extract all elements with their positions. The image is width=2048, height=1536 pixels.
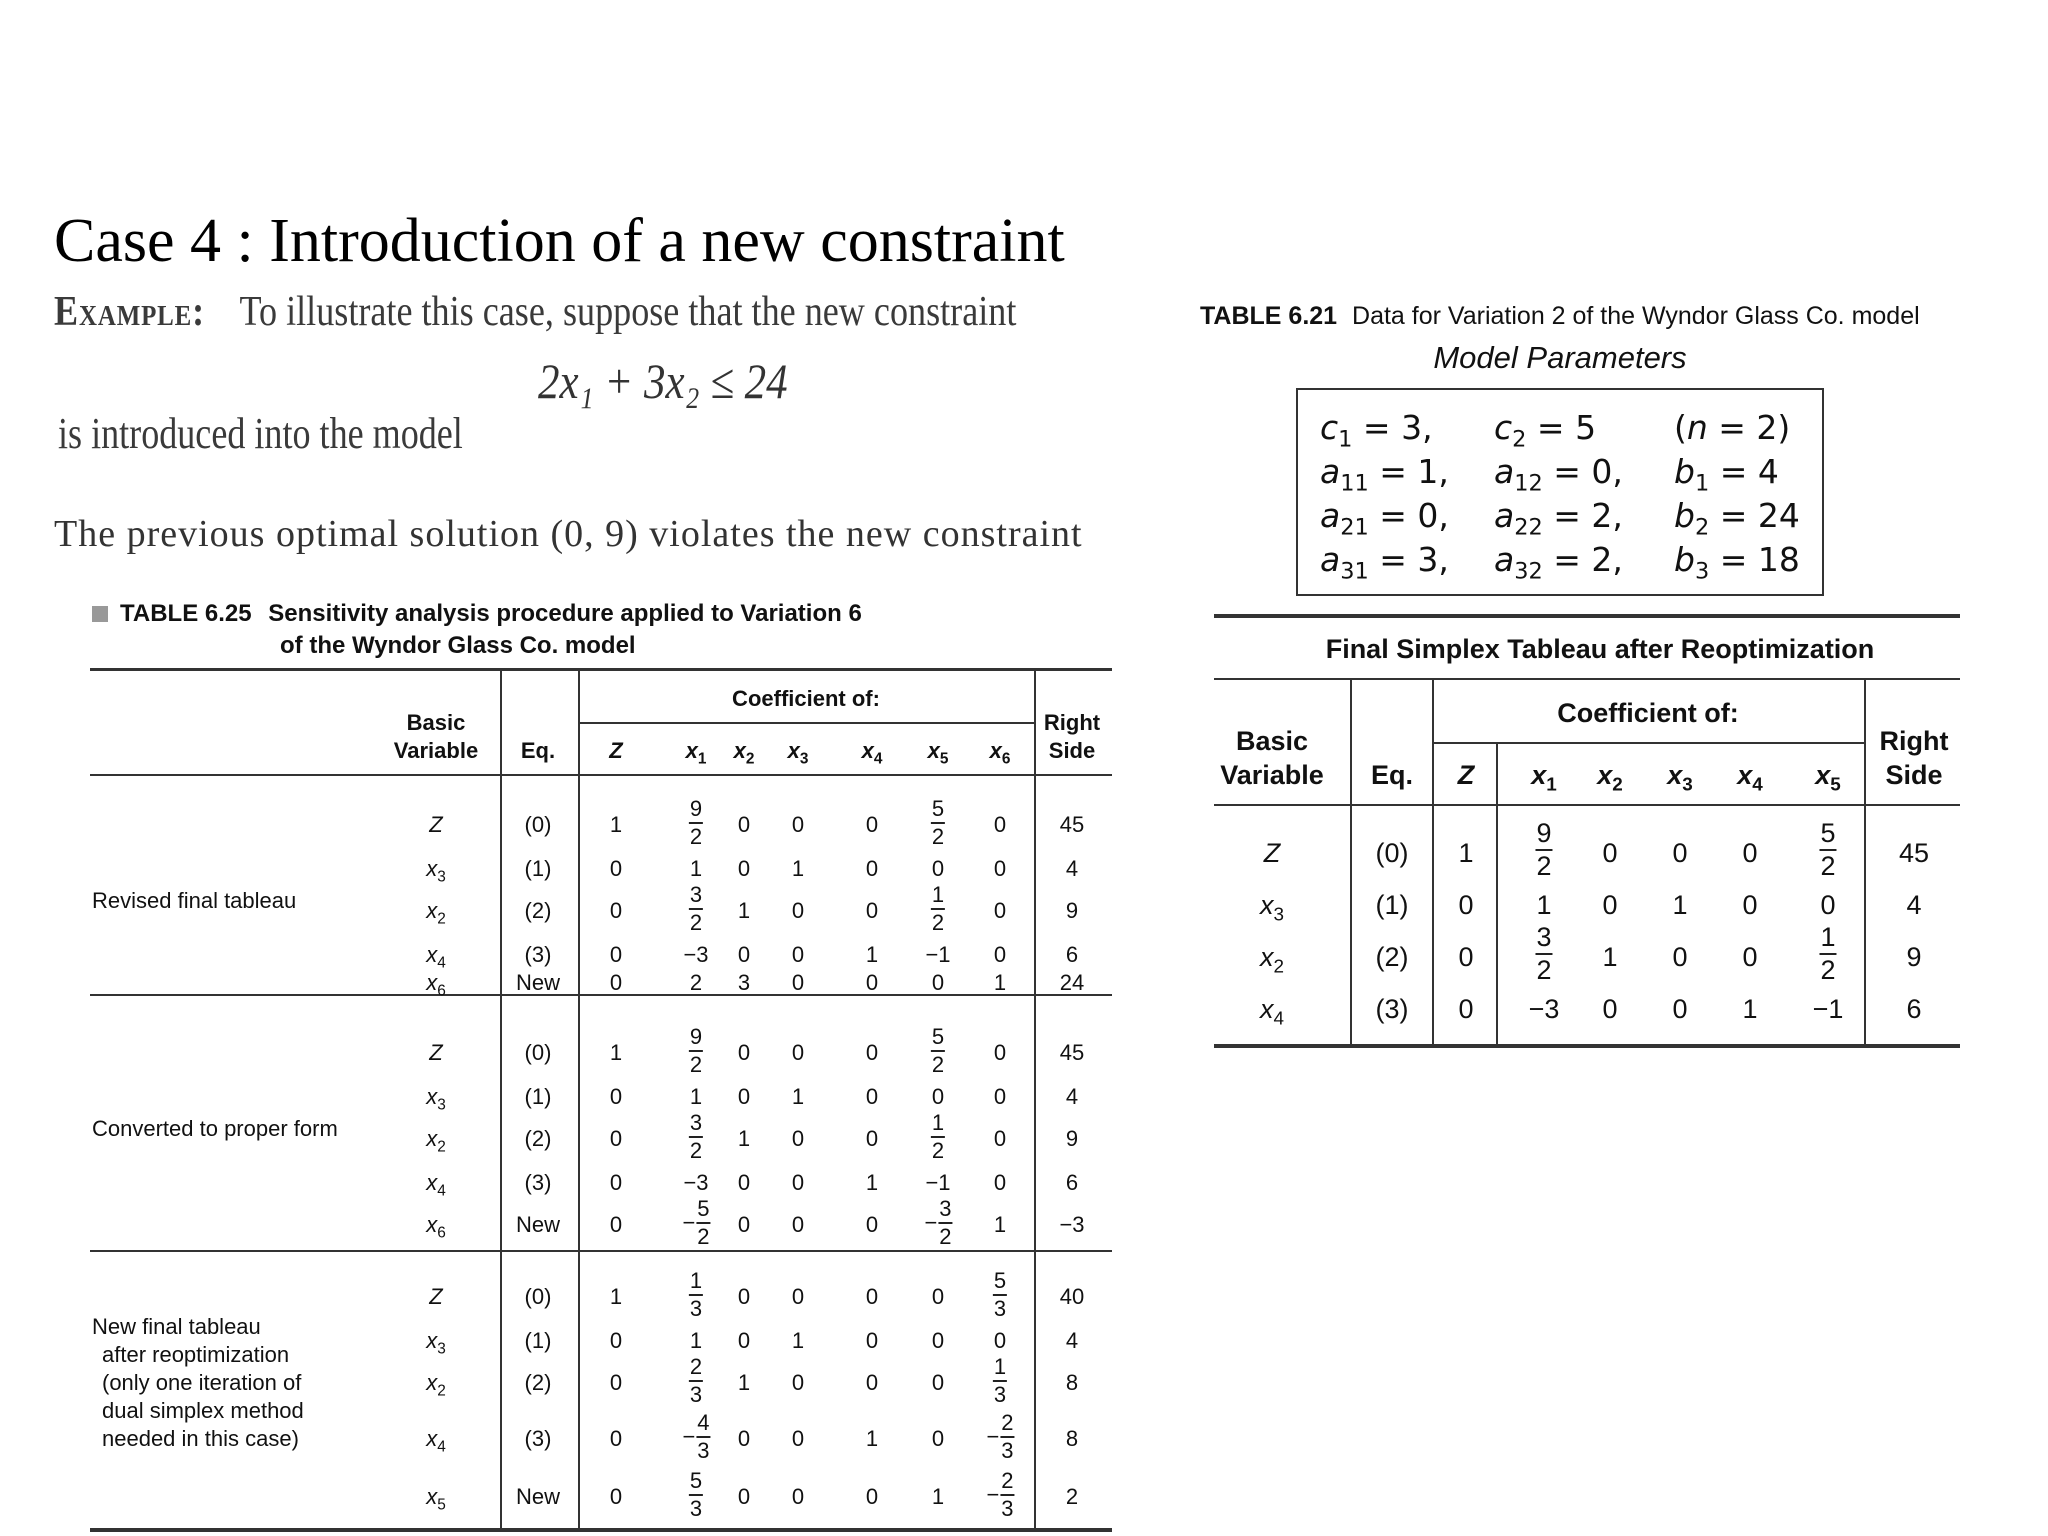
tableau-cell: 1: [791, 1084, 805, 1109]
tableau-cell: − $\frac{4}{3}$: [682, 1410, 710, 1463]
table621-divider-z: [1496, 742, 1498, 1044]
example-keyword: Example:: [54, 289, 206, 335]
slide-title: Case 4 : Introduction of a new constraint: [54, 207, 1065, 275]
tableau-cell: 0: [865, 1084, 879, 1109]
tableau-cell: 0: [737, 1426, 751, 1451]
tableau-cell: 0: [1602, 838, 1618, 868]
tableau-cell: $\frac{3}{2}$: [1536, 922, 1552, 985]
tableau-cell: $\frac{1}{3}$: [689, 1268, 703, 1321]
tableau-cell: 0: [865, 898, 879, 923]
model-parameter: $b_3 = 18$: [1674, 540, 1800, 585]
row-eq: (0): [524, 812, 552, 837]
tableau-cell: 0: [1672, 994, 1688, 1024]
tableau-cell: −3: [1528, 994, 1560, 1024]
tableau-cell: − $\frac{2}{3}$: [986, 1468, 1014, 1521]
tableau-cell: 1: [737, 1126, 751, 1151]
tableau-cell: 0: [737, 812, 751, 837]
model-parameter: $a_{21} = 0$,: [1320, 496, 1449, 541]
tableau-cell: 0: [609, 970, 623, 995]
tableau-cell: 0: [993, 1126, 1007, 1151]
tableau-cell: 1: [1458, 838, 1474, 868]
row-eq: (1): [1375, 890, 1409, 920]
row-eq: New: [515, 1484, 561, 1509]
model-parameter: $a_{22} = 2$,: [1494, 496, 1623, 541]
row-rhs: 24: [1059, 970, 1085, 995]
row-eq: (0): [1375, 838, 1409, 868]
tableau-cell: 0: [931, 1370, 945, 1395]
intro-text: is introduced into the model: [58, 409, 463, 458]
tableau-cell: $\frac{9}{2}$: [1536, 818, 1552, 881]
row-rhs: 45: [1059, 812, 1085, 837]
tableau-cell: 0: [931, 1328, 945, 1353]
tableau-cell: 1: [865, 1426, 879, 1451]
row-rhs: 45: [1898, 838, 1930, 868]
tableau-cell: − $\frac{5}{2}$: [682, 1196, 710, 1249]
header-col-x4: $x_4$: [861, 738, 883, 768]
row-rhs: 8: [1065, 1370, 1079, 1395]
header-rhs-line1: Right: [1043, 710, 1101, 735]
tableau-cell: 0: [737, 1040, 751, 1065]
section-label: Revised final tableau: [92, 888, 297, 913]
tableau-cell: 0: [609, 1212, 623, 1237]
tableau-cell: 0: [865, 970, 879, 995]
tableau-cell: 0: [609, 942, 623, 967]
tableau-cell: 0: [737, 1328, 751, 1353]
row-basic-variable: $x_3$: [1259, 890, 1285, 926]
tableau-cell: 0: [1742, 942, 1758, 972]
header-coefficient: Coefficient of:: [732, 686, 880, 711]
tableau-cell: 0: [737, 1284, 751, 1309]
tableau-cell: 1: [791, 1328, 805, 1353]
row-basic-variable: Z: [429, 1040, 443, 1065]
final-tableau-title: Final Simplex Tableau after Reoptimization: [1325, 634, 1875, 664]
tableau-cell: 0: [737, 1084, 751, 1109]
row-eq: (0): [524, 1040, 552, 1065]
row-basic-variable: $x_6$: [426, 970, 446, 1000]
tableau-cell: 0: [993, 812, 1007, 837]
tableau-cell: 0: [791, 1126, 805, 1151]
tableau-cell: 0: [791, 1170, 805, 1195]
tableau-cell: 0: [737, 1484, 751, 1509]
tableau-cell: 0: [609, 1426, 623, 1451]
row-rhs: 6: [1065, 1170, 1079, 1195]
tableau-cell: $\frac{9}{2}$: [689, 1024, 703, 1077]
model-parameter: $c_1 = 3$,: [1320, 408, 1433, 453]
row-basic-variable: $x_4$: [426, 942, 446, 972]
tableau-cell: 0: [1820, 890, 1836, 920]
tableau-cell: $\frac{1}{3}$: [993, 1354, 1007, 1407]
tableau-cell: 1: [1602, 942, 1618, 972]
header-col-x1: $x_1$: [1531, 760, 1557, 796]
row-eq: (0): [524, 1284, 552, 1309]
header-eq: Eq.: [1370, 760, 1414, 790]
row-rhs: 4: [1065, 1328, 1079, 1353]
tableau-cell: 1: [1742, 994, 1758, 1024]
tableau-cell: 0: [931, 970, 945, 995]
header-rhs-line1: Right: [1879, 726, 1949, 756]
tableau-cell: 0: [1672, 942, 1688, 972]
tableau-cell: 0: [791, 1212, 805, 1237]
tableau-cell: 0: [865, 1328, 879, 1353]
table625-title-line2: of the Wyndor Glass Co. model: [280, 632, 636, 659]
tableau-cell: 0: [1458, 994, 1474, 1024]
tableau-cell: 0: [737, 942, 751, 967]
header-col-x2: $x_2$: [733, 738, 755, 768]
row-basic-variable: Z: [429, 1284, 443, 1309]
tableau-cell: 0: [865, 812, 879, 837]
tableau-cell: 0: [609, 1328, 623, 1353]
row-eq: (2): [524, 1126, 552, 1151]
table621-divider-eq: [1350, 678, 1352, 1044]
row-eq: New: [515, 1212, 561, 1237]
tableau-cell: 1: [993, 970, 1007, 995]
tableau-cell: 2: [689, 970, 703, 995]
tableau-cell: $\frac{5}{3}$: [993, 1268, 1007, 1321]
tableau-cell: 0: [931, 856, 945, 881]
table625-label: TABLE 6.25: [120, 600, 252, 627]
row-rhs: 9: [1065, 898, 1079, 923]
row-rhs: 8: [1065, 1426, 1079, 1451]
tableau-cell: 0: [865, 1126, 879, 1151]
row-basic-variable: $x_5$: [426, 1484, 446, 1514]
tableau-cell: 0: [865, 1370, 879, 1395]
tableau-cell: 0: [1458, 942, 1474, 972]
row-eq: (2): [524, 898, 552, 923]
table621-top-rule: [1214, 614, 1960, 618]
tableau-cell: 0: [931, 1426, 945, 1451]
tableau-cell: 0: [791, 898, 805, 923]
row-basic-variable: $x_6$: [426, 1212, 446, 1242]
row-eq: (1): [524, 1084, 552, 1109]
table621-label: TABLE 6.21: [1200, 302, 1338, 330]
tableau-cell: −3: [683, 942, 709, 967]
header-col-z: Z: [609, 738, 623, 763]
header-rhs-line2: Side: [1885, 760, 1943, 790]
tableau-cell: 0: [609, 1170, 623, 1195]
tableau-cell: 0: [609, 898, 623, 923]
section-label: needed in this case): [102, 1426, 299, 1451]
new-constraint-equation: 2x₁ + 3x₂ ≤ 24: [538, 353, 788, 409]
tableau-cell: $\frac{5}{2}$: [931, 1024, 945, 1077]
header-col-x3: $x_3$: [1667, 760, 1693, 796]
tableau-cell: 1: [609, 1284, 623, 1309]
row-eq: (3): [1375, 994, 1409, 1024]
model-parameters-subtitle: Model Parameters: [1433, 340, 1687, 375]
tableau-cell: 0: [791, 1484, 805, 1509]
row-rhs: 4: [1906, 890, 1922, 920]
row-basic-variable: Z: [429, 812, 443, 837]
tableau-cell: 0: [993, 1084, 1007, 1109]
section-label: Converted to proper form: [92, 1116, 338, 1141]
tableau-cell: 0: [865, 1212, 879, 1237]
tableau-cell: 0: [791, 970, 805, 995]
section-label: dual simplex method: [102, 1398, 304, 1423]
tableau-cell: 1: [865, 1170, 879, 1195]
row-basic-variable: Z: [1263, 838, 1281, 868]
tableau-cell: $\frac{2}{3}$: [689, 1354, 703, 1407]
row-basic-variable: $x_2$: [426, 1126, 446, 1156]
header-col-x6: $x_6$: [989, 738, 1011, 768]
tableau-cell: $\frac{3}{2}$: [689, 1110, 703, 1163]
header-eq: Eq.: [520, 738, 556, 763]
row-basic-variable: $x_4$: [1259, 994, 1285, 1030]
table621-title: Data for Variation 2 of the Wyndor Glass Co. model: [1352, 302, 1920, 330]
tableau-cell: 1: [993, 1212, 1007, 1237]
model-parameter: $a_{32} = 2$,: [1494, 540, 1623, 585]
tableau-cell: 1: [609, 1040, 623, 1065]
model-parameter: $b_1 = 4$: [1674, 452, 1779, 497]
row-rhs: 9: [1065, 1126, 1079, 1151]
tableau-cell: 0: [791, 1284, 805, 1309]
row-rhs: 40: [1059, 1284, 1085, 1309]
row-rhs: 6: [1906, 994, 1922, 1024]
header-basic-line1: Basic: [1235, 726, 1309, 756]
section-label: after reoptimization: [102, 1342, 290, 1367]
row-basic-variable: $x_2$: [426, 898, 446, 928]
table621-divider-coef: [1432, 678, 1434, 1044]
tableau-cell: − $\frac{3}{2}$: [924, 1196, 952, 1249]
header-basic-line1: Basic: [406, 710, 466, 735]
row-rhs: 4: [1065, 1084, 1079, 1109]
previous-solution-text: The previous optimal solution (0, 9) violates the new constraint: [54, 513, 1083, 555]
tableau-cell: 1: [737, 898, 751, 923]
row-eq: (2): [1375, 942, 1409, 972]
tableau-cell: −3: [683, 1170, 709, 1195]
tableau-cell: 0: [791, 942, 805, 967]
tableau-cell: 0: [865, 856, 879, 881]
row-eq: (3): [524, 942, 552, 967]
model-parameter: $b_2 = 24$: [1674, 496, 1800, 541]
header-basic-line2: Variable: [393, 738, 479, 763]
header-col-x5: $x_5$: [927, 738, 949, 768]
tableau-cell: 0: [1742, 890, 1758, 920]
row-rhs: 6: [1065, 942, 1079, 967]
tableau-cell: 0: [1672, 838, 1688, 868]
row-rhs: 2: [1065, 1484, 1079, 1509]
tableau-cell: 0: [737, 1170, 751, 1195]
tableau-cell: 0: [865, 1484, 879, 1509]
table621-divider-rhs: [1864, 678, 1866, 1044]
tableau-cell: 0: [737, 1212, 751, 1237]
tableau-cell: $\frac{5}{2}$: [931, 796, 945, 849]
row-rhs: 9: [1906, 942, 1922, 972]
tableau-cell: 0: [737, 856, 751, 881]
tableau-cell: 0: [791, 1040, 805, 1065]
row-basic-variable: $x_4$: [426, 1426, 446, 1456]
row-rhs: 45: [1059, 1040, 1085, 1065]
tableau-cell: $\frac{9}{2}$: [689, 796, 703, 849]
tableau-cell: 1: [1536, 890, 1552, 920]
tableau-cell: −1: [1812, 994, 1844, 1024]
tableau-cell: −1: [925, 942, 951, 967]
model-parameter: $a_{11} = 1$,: [1320, 452, 1449, 497]
table621-header-rule: [1214, 804, 1960, 806]
tableau-cell: 1: [689, 1328, 703, 1353]
tableau-cell: 1: [609, 812, 623, 837]
section-label: (only one iteration of: [102, 1370, 302, 1395]
tableau-cell: 0: [1458, 890, 1474, 920]
header-basic-line2: Variable: [1220, 760, 1324, 790]
row-eq: (2): [524, 1370, 552, 1395]
table625-title-line1: Sensitivity analysis procedure applied to Variation 6: [268, 600, 862, 627]
row-eq: (3): [524, 1170, 552, 1195]
tableau-cell: 0: [931, 1284, 945, 1309]
tableau-cell: 0: [931, 1084, 945, 1109]
row-basic-variable: $x_3$: [426, 1328, 446, 1358]
tableau-cell: $\frac{3}{2}$: [689, 882, 703, 935]
row-eq: (3): [524, 1426, 552, 1451]
model-parameter: $a_{12} = 0$,: [1494, 452, 1623, 497]
table621-mid-rule: [1214, 678, 1960, 680]
section-label: New final tableau: [92, 1314, 261, 1339]
tableau-cell: 0: [609, 1484, 623, 1509]
row-basic-variable: $x_2$: [1259, 942, 1285, 978]
row-rhs: 4: [1065, 856, 1079, 881]
row-eq: (1): [524, 856, 552, 881]
tableau-cell: 0: [993, 1328, 1007, 1353]
header-col-x5: $x_5$: [1815, 760, 1841, 796]
row-eq: New: [515, 970, 561, 995]
tableau-cell: 1: [689, 1084, 703, 1109]
tableau-cell: 0: [1742, 838, 1758, 868]
tableau-cell: 0: [791, 1426, 805, 1451]
header-col-x4: $x_4$: [1737, 760, 1763, 796]
tableau-cell: 1: [737, 1370, 751, 1395]
tableau-cell: 0: [609, 1126, 623, 1151]
tableau-cell: 1: [865, 942, 879, 967]
tableau-cell: $\frac{1}{2}$: [1820, 922, 1836, 985]
tableau-cell: 0: [993, 898, 1007, 923]
row-basic-variable: $x_3$: [426, 856, 446, 886]
tableau-cell: − $\frac{2}{3}$: [986, 1410, 1014, 1463]
row-basic-variable: $x_4$: [426, 1170, 446, 1200]
tableau-cell: $\frac{1}{2}$: [931, 1110, 945, 1163]
tableau-cell: 0: [1602, 890, 1618, 920]
tableau-cell: 0: [865, 1040, 879, 1065]
tableau-cell: 0: [865, 1284, 879, 1309]
tableau-cell: 0: [1602, 994, 1618, 1024]
tableau-cell: 1: [931, 1484, 945, 1509]
model-parameter: (n = 2): [1674, 408, 1791, 447]
tableau-cell: 0: [993, 1040, 1007, 1065]
model-parameter: $a_{31} = 3$,: [1320, 540, 1449, 585]
tableau-cell: 0: [609, 1370, 623, 1395]
tableau-cell: 0: [609, 856, 623, 881]
header-rhs-line2: Side: [1048, 738, 1096, 763]
header-col-x1: $x_1$: [685, 738, 707, 768]
tableau-cell: 0: [993, 942, 1007, 967]
header-coefficient: Coefficient of:: [1557, 698, 1739, 728]
row-eq: (1): [524, 1328, 552, 1353]
tableau-cell: 0: [993, 856, 1007, 881]
tableau-cell: 0: [791, 1370, 805, 1395]
row-rhs: −3: [1059, 1212, 1085, 1237]
tableau-cell: $\frac{1}{2}$: [931, 882, 945, 935]
tableau-cell: 3: [737, 970, 751, 995]
tableau-cell: 0: [993, 1170, 1007, 1195]
tableau-cell: 1: [689, 856, 703, 881]
tableau-cell: −1: [925, 1170, 951, 1195]
header-col-x2: $x_2$: [1597, 760, 1623, 796]
tableau-cell: 1: [1672, 890, 1688, 920]
header-col-z: Z: [1457, 760, 1475, 790]
tableau-cell: 0: [791, 812, 805, 837]
row-basic-variable: $x_3$: [426, 1084, 446, 1114]
table621-bottom-rule: [1214, 1044, 1960, 1048]
row-basic-variable: $x_2$: [426, 1370, 446, 1400]
tableau-cell: 0: [609, 1084, 623, 1109]
model-parameter: $c_2 = 5$: [1494, 408, 1597, 453]
tableau-cell: $\frac{5}{2}$: [1820, 818, 1836, 881]
tableau-cell: $\frac{5}{3}$: [689, 1468, 703, 1521]
header-col-x3: $x_3$: [787, 738, 809, 768]
example-text: To illustrate this case, suppose that the new constraint: [239, 289, 1017, 335]
tableau-cell: 1: [791, 856, 805, 881]
